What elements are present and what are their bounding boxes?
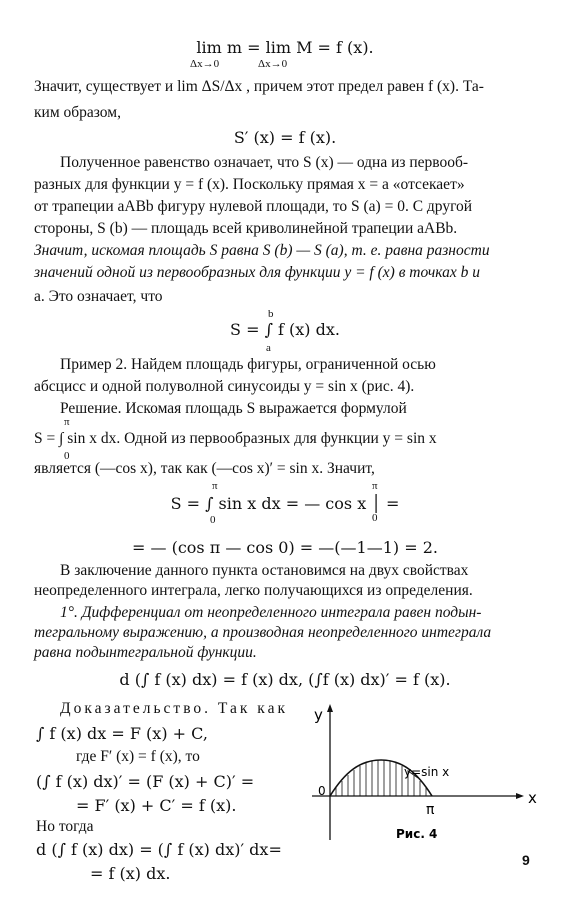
proof-line: = F′ (x) + C′ = f (x). [76,796,237,815]
proof-line: (∫ f (x) dx)′ = (F (x) + C)′ = [36,772,255,791]
example-heading: Пример 2. Найдем площадь фигуры, ограниченной осью [60,356,436,373]
limit-subscript-1: Δx→0 [190,58,220,70]
x-axis-label: x [528,789,537,807]
y-axis-label: y [314,706,323,724]
origin-label: 0 [318,784,326,798]
property-formula: d (∫ f (x) dx) = f (x) dx, (∫f (x) dx)′ = f (x). [119,670,451,689]
text-line: S = ∫ sin x dx. Одной из первообразных для функции y = sin x [34,430,437,447]
page-number: 9 [522,852,530,868]
text-line: ким образом, [34,104,121,121]
text-line: равна подынтегральной функции. [34,644,257,661]
bar-upper-limit: π [372,480,378,492]
integral-lower-limit: a [266,342,271,354]
text-line: Значит, искомая площадь S равна S (b) — S (a), т. е. равна разности [34,242,490,259]
property-statement: 1°. Дифференциал от неопределенного интеграла равен подын- [60,604,482,621]
proof-heading: Доказательство. Так как [60,700,288,717]
text-line: Значит, существует и lim ΔS/Δx , причем этот предел равен f (x). Та- [34,78,484,95]
figure-caption: Рис. 4 [396,827,438,841]
text-line: разных для функции y = f (x). Поскольку прямая x = a «отсекает» [34,176,465,193]
text-line: В заключение данного пункта остановимся на двух свойствах [60,562,469,579]
y-axis-arrow [327,704,333,712]
integral-upper-limit: b [268,308,274,320]
text-line: значений одной из первообразных для функции y = f (x) в точках b и [34,264,480,281]
area-integral: S = ∫ f (x) dx. [230,320,340,339]
limit-subscript-2: Δx→0 [258,58,288,70]
integral-upper-limit: π [64,416,70,428]
proof-line: где F′ (x) = f (x), то [76,748,200,765]
proof-line: d (∫ f (x) dx) = (∫ f (x) dx)′ dx= [36,840,282,859]
text-line: a. Это означает, что [34,288,163,305]
solution-heading: Решение. Искомая площадь S выражается формулой [60,400,407,417]
text-line: абсцисс и одной полуволной синусоиды y = sin x (рис. 4). [34,378,415,395]
derivative-equation: S′ (x) = f (x). [233,128,337,147]
integral-lower-limit: 0 [210,514,216,526]
proof-line: ∫ f (x) dx = F (x) + C, [36,724,208,743]
curve-label: y=sin x [404,765,450,779]
limit-equation: lim m = lim M = f (x). [196,38,374,57]
integral-upper-limit: π [212,480,218,492]
sine-integral: S = ∫ sin x dx = — cos x │ = [170,494,400,513]
proof-line: = f (x) dx. [90,864,171,883]
result-equation: = — (cos π — cos 0) = —(—1—1) = 2. [132,538,438,557]
text-line: Полученное равенство означает, что S (x) — одна из первооб- [60,154,469,171]
pi-label: π [426,802,435,818]
x-axis-arrow [516,793,524,799]
bar-lower-limit: 0 [372,512,378,524]
integral-lower-limit: 0 [64,450,70,462]
text-line: от трапеции aABb фигуру нулевой площади, то S (a) = 0. С другой [34,198,473,215]
text-line: неопределенного интеграла, легко получающихся из определения. [34,582,473,599]
sine-figure [300,700,545,850]
proof-line: Но тогда [36,818,94,835]
text-line: стороны, S (b) — площадь всей криволинейной трапеции aABb. [34,220,458,237]
text-line: является (—cos x), так как (—cos x)′ = sin x. Значит, [34,460,375,477]
text-line: тегральному выражению, а производная неопределенного интеграла [34,624,492,641]
